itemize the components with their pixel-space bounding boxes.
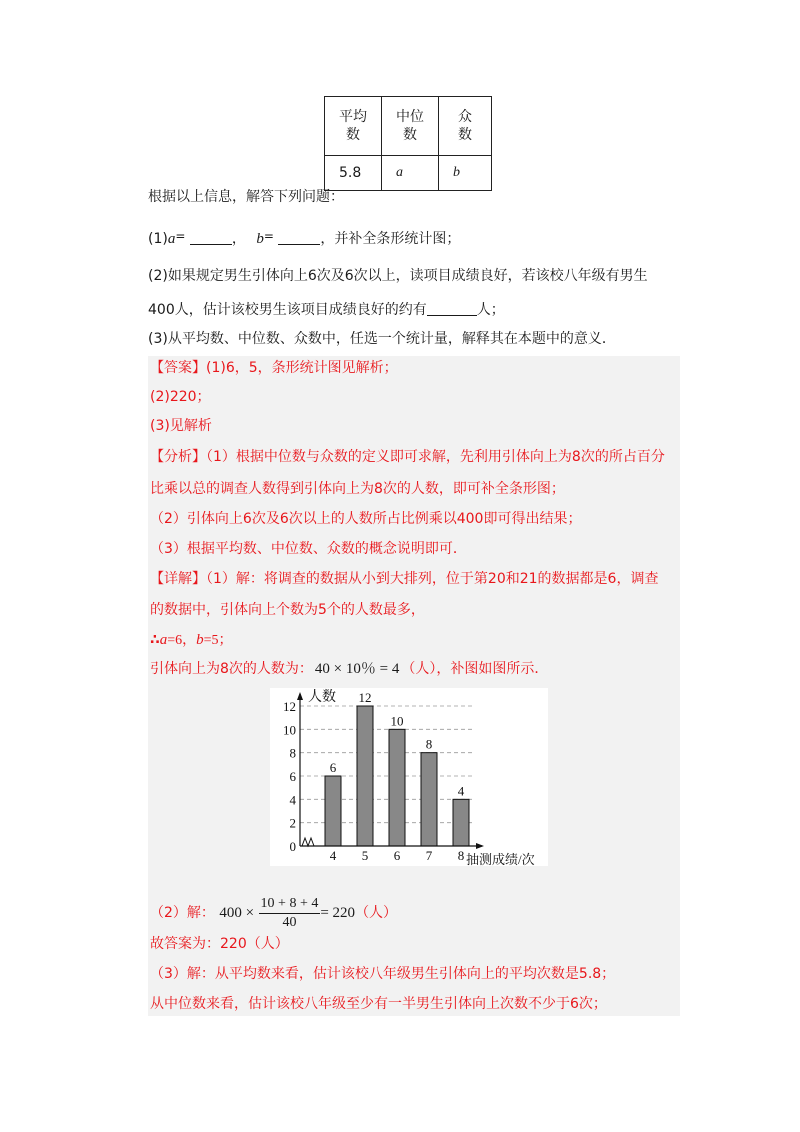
bar [453, 799, 469, 846]
question-2-line1: (2)如果规定男生引体向上6次及6次以上，读项目成绩良好，若该校八年级有男生 [148, 268, 648, 284]
question-3: (3)从平均数、中位数、众数中，任选一个统计量，解释其在本题中的意义． [148, 331, 616, 347]
q1-eq-a: = [175, 229, 186, 243]
q2-blank[interactable] [427, 301, 477, 316]
q1-eq-b: = [263, 229, 274, 243]
q1-blank-b[interactable] [278, 230, 320, 245]
answer-line-1 [150, 358, 398, 378]
bar-value-label: 6 [329, 760, 337, 775]
bar-value-label: 4 [457, 783, 465, 799]
question-2-line2 [148, 300, 505, 320]
header-mean-line2: 数 [346, 127, 360, 143]
y-tick-label: 6 [289, 769, 296, 784]
q1-suffix: ，并补全条形统计图； [320, 231, 461, 247]
x-tick-label: 7 [425, 848, 433, 863]
analysis-line-4: （3）根据平均数、中位数、众数的概念说明即可． [150, 541, 467, 557]
y-tick-label: 10 [283, 722, 296, 738]
header-mean [325, 97, 382, 156]
detail-label: 【详解】 [150, 571, 206, 587]
detail-a: a [159, 632, 168, 648]
bar [421, 753, 437, 846]
x-axis-arrow [476, 843, 484, 849]
detail-line-2: 的数据中，引体向上个数为5个的人数最多， [150, 602, 425, 618]
detail-line-3 [150, 630, 233, 651]
part2-label: （2）解： [150, 905, 215, 921]
axis-break-symbol [302, 838, 314, 846]
x-tick-label: 8 [457, 848, 465, 863]
bar-value-label: 12 [358, 690, 372, 705]
bar-chart-container [270, 688, 548, 866]
value-median: a [382, 156, 439, 191]
y-tick-label: 4 [289, 792, 296, 808]
answer-2: (2)220； [150, 389, 211, 405]
y-tick-label: 2 [289, 815, 296, 831]
analysis-line-1 [150, 447, 665, 467]
fraction-numerator: 10 + 8 + 4 [259, 895, 321, 914]
analysis-label: 【分析】 [150, 449, 206, 465]
header-median-line2: 数 [403, 127, 417, 143]
x-axis-title: 抽测成绩/次 [466, 852, 535, 866]
detail-b: b [196, 632, 204, 648]
q1-prefix: (1) [148, 231, 168, 247]
analysis-line-2: 比乘以总的调查人数得到引体向上为8次的人数，即可补全条形图； [150, 481, 565, 497]
answer-1: (1)6，5，条形统计图见解析； [206, 360, 398, 376]
value-mode: b [439, 156, 492, 191]
value-mean: 5.8 [325, 156, 382, 191]
part3-line-2: 从中位数来看，估计该校八年级至少有一半男生引体向上次数不少于6次； [150, 996, 607, 1012]
part3-line-1: （3）解：从平均数来看，估计该校八年级男生引体向上的平均次数是5.8； [150, 966, 616, 982]
answer-label: 【答案】 [150, 360, 206, 376]
therefore-symbol: ∴ [150, 632, 160, 648]
q1-blank-a[interactable] [190, 230, 232, 245]
stats-value-row [325, 156, 492, 191]
part2-multiplier: 400 × [219, 905, 255, 921]
detail-l4-math: 40 × 10％ = 4 [314, 661, 400, 677]
question-1 [148, 226, 460, 249]
detail-a-value: =6， [167, 633, 197, 648]
detail-line-4 [150, 659, 548, 679]
detail-l4-post: （人），补图如图所示． [401, 661, 549, 677]
bar [357, 706, 373, 846]
part2-result: = 220 [320, 905, 356, 921]
bar-chart [270, 688, 548, 866]
bar-value-label: 10 [390, 713, 404, 729]
header-mode-line2: 数 [458, 127, 472, 143]
x-tick-label: 5 [361, 848, 369, 863]
bar [325, 776, 341, 846]
q2-text-pre: 400人，估计该校男生该项目成绩良好的约有 [148, 302, 427, 318]
q1-comma: ， [231, 231, 246, 247]
detail-l4-pre: 引体向上为8次的人数为： [150, 661, 313, 677]
x-tick-label: 4 [329, 848, 337, 863]
x-tick-label: 6 [393, 848, 401, 863]
stats-table [324, 96, 492, 191]
header-mode [439, 97, 492, 156]
stats-header-row [325, 97, 492, 156]
analysis-line-3: （2）引体向上6次及6次以上的人数所占比例乘以400即可得出结果； [150, 511, 582, 527]
y-tick-label: 12 [283, 699, 296, 714]
part2-fraction [259, 895, 321, 932]
analysis-text-1: （1）根据中位数与众数的定义即可求解，先利用引体向上为8次的所占百分 [206, 449, 665, 465]
intro-text: 根据以上信息，解答下列问题： [148, 189, 344, 205]
detail-line-1 [150, 569, 658, 589]
header-mean-line1: 平均 [339, 109, 367, 125]
detail-text-1: （1）解：将调查的数据从小到大排列，位于第20和21的数据都是6，调查 [206, 571, 659, 587]
y-tick-label: 0 [289, 839, 296, 854]
header-median-line1: 中位 [396, 109, 424, 125]
bar-value-label: 8 [425, 736, 433, 752]
detail-part2 [150, 893, 397, 933]
answer-3: (3)见解析 [150, 418, 212, 434]
q1-a-label: a [167, 231, 176, 247]
header-mode-line1: 众 [458, 109, 472, 125]
q1-b-label: b [256, 231, 264, 247]
part2-unit: （人） [355, 905, 398, 921]
part2-answer: 故答案为：220（人） [150, 936, 289, 952]
header-median [382, 97, 439, 156]
y-axis-title: 人数 [308, 690, 336, 705]
fraction-denominator: 40 [282, 914, 297, 930]
y-axis-arrow [297, 692, 303, 700]
y-tick-label: 8 [289, 745, 296, 761]
detail-b-value: =5； [203, 633, 233, 648]
bar [389, 729, 405, 846]
q2-text-post: 人； [476, 302, 505, 318]
